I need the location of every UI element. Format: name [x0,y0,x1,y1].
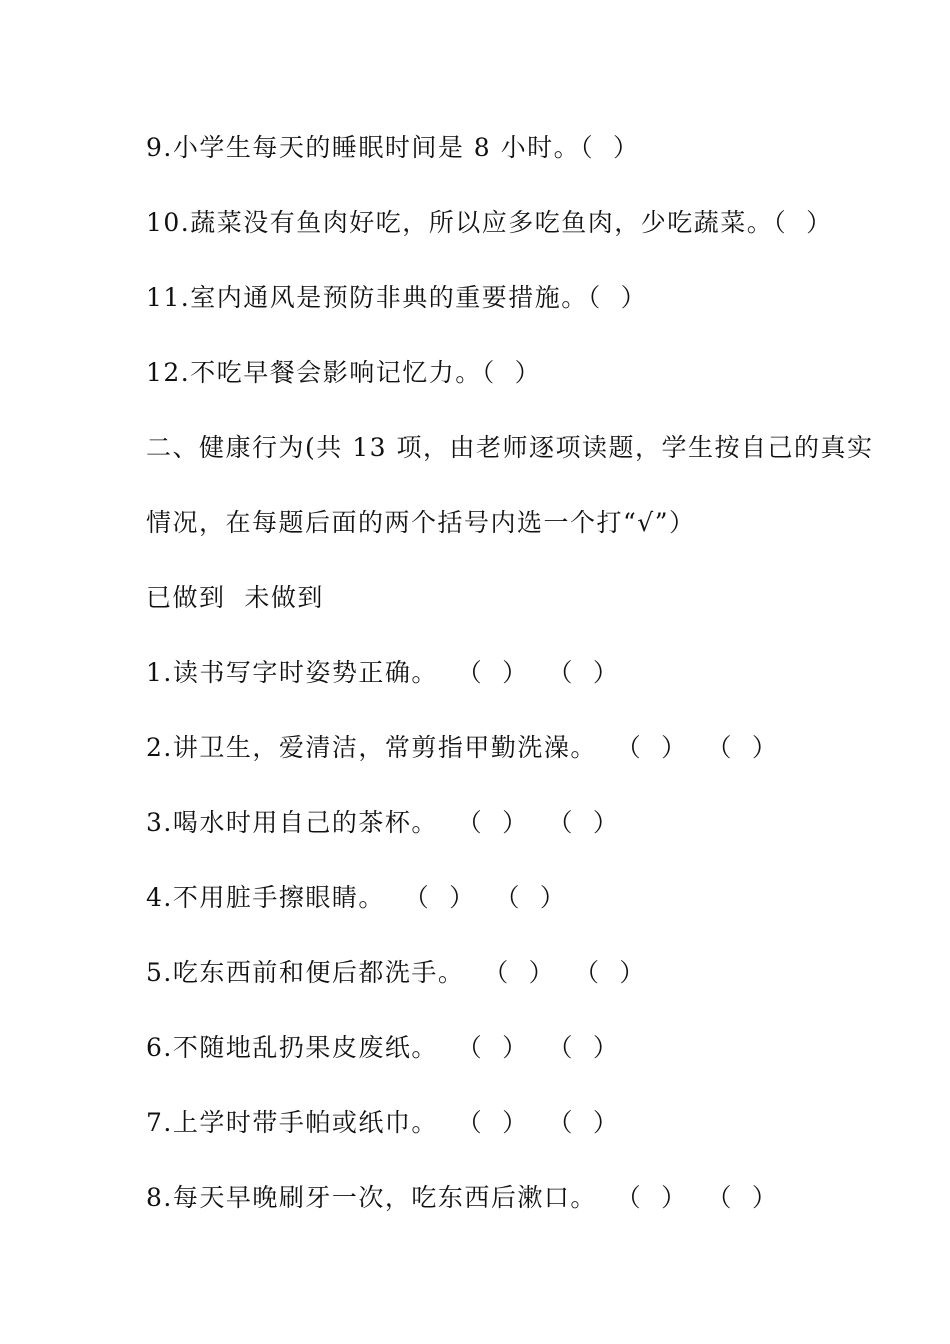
behavior-item-4: 4.不用脏手擦眼睛。 （ ） （ ） [146,883,567,912]
column-labels: 已做到 未做到 [146,583,324,612]
behavior-item-2: 2.讲卫生，爱清洁，常剪指甲勤洗澡。 （ ） （ ） [146,733,779,762]
behavior-item-1: 1.读书写字时姿势正确。 （ ） （ ） [146,658,620,687]
question-11: 11.室内通风是预防非典的重要措施。（ ） [146,283,648,312]
section-heading-line-1: 二、健康行为(共 13 项，由老师逐项读题，学生按自己的真实 [146,433,874,462]
behavior-item-3: 3.喝水时用自己的茶杯。 （ ） （ ） [146,808,620,837]
question-10: 10.蔬菜没有鱼肉好吃，所以应多吃鱼肉，少吃蔬菜。（ ） [146,208,833,237]
question-12: 12.不吃早餐会影响记忆力。（ ） [146,358,542,387]
behavior-item-7: 7.上学时带手帕或纸巾。 （ ） （ ） [146,1108,620,1137]
behavior-item-8: 8.每天早晚刷牙一次，吃东西后漱口。 （ ） （ ） [146,1183,779,1212]
behavior-item-6: 6.不随地乱扔果皮废纸。 （ ） （ ） [146,1033,620,1062]
behavior-item-5: 5.吃东西前和便后都洗手。 （ ） （ ） [146,958,646,987]
question-9: 9.小学生每天的睡眠时间是 8 小时。（ ） [146,133,640,162]
section-heading-line-2: 情况，在每题后面的两个括号内选一个打“√”） [146,508,696,537]
